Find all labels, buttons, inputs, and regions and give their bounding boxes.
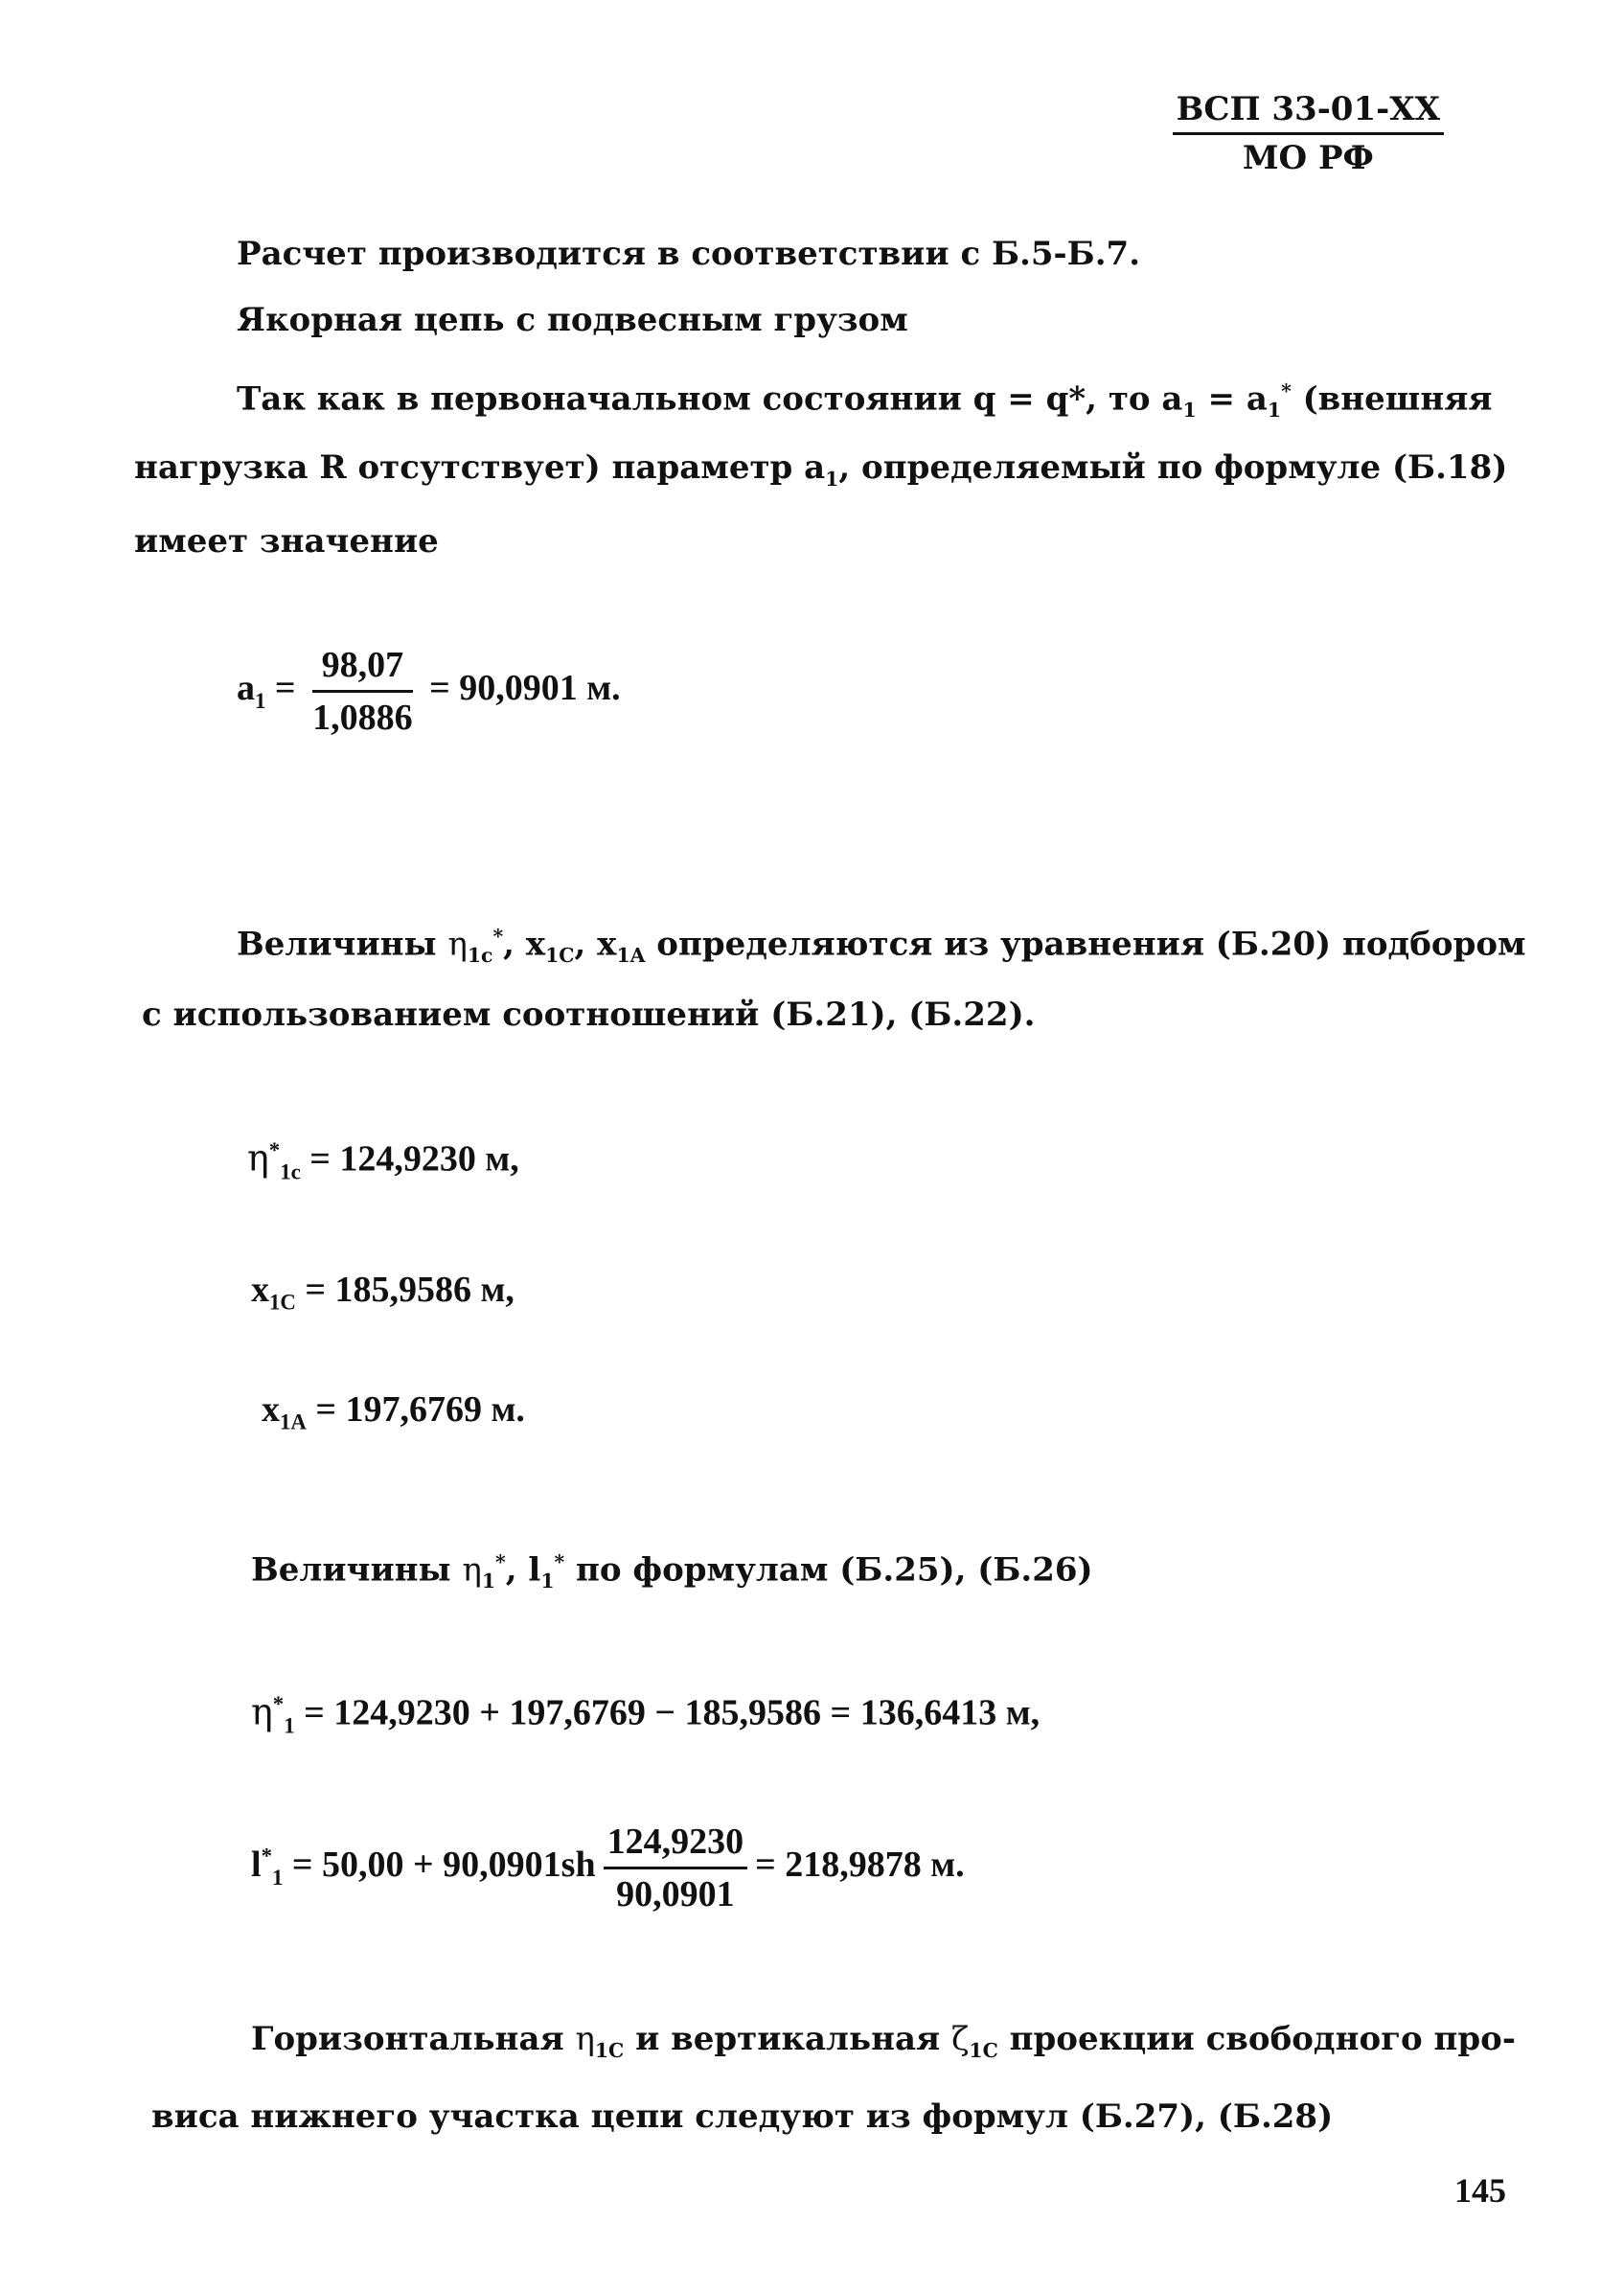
formula-x1a: $x_{1A} = 197,6769$ м. bbox=[262, 1389, 525, 1434]
formula-l1: $l^*_1 = 50,00 + 90,0901sh$ $\frac{124,9230}{90,0901}$ = 218,9878 м. bbox=[251, 1819, 965, 1917]
document-code: ВСП 33-01-ХХ bbox=[1173, 88, 1444, 135]
p3-text-a: Так как в первоначальном состоянии q = q*, то a bbox=[237, 379, 1183, 419]
document-code-block bbox=[1173, 88, 1444, 179]
p3-line2-b: , определяемый по формуле (Б.18) bbox=[838, 448, 1508, 487]
p3-text-b: = a bbox=[1196, 379, 1268, 419]
formula-x1c: $x_{1C} = 185,9586$ м, bbox=[251, 1270, 515, 1315]
paragraph-intro: Расчет производится в соответствии с Б.5-Б.7. bbox=[237, 235, 1141, 273]
formula-eta1: $\eta^*_1 = 124,9230 + 197,6769 - 185,9586 = 136,6413$ м, bbox=[251, 1690, 1041, 1738]
paragraph-values-line2: с использованием соотношений (Б.21), (Б.22). bbox=[142, 996, 1036, 1034]
formula-a1: $a_1$ = $\frac{98,07}{1,0886}$ = 90,0901 м. bbox=[237, 642, 621, 741]
paragraph-projections-line2: виса нижнего участка цепи следуют из формул (Б.27), (Б.28) bbox=[151, 2097, 1334, 2136]
paragraph-formulas-ref: Величины $\eta_1^*$, $l_1^*$ по формулам (Б.25), (Б.26) bbox=[251, 1550, 1093, 1593]
page-number: 145 bbox=[1454, 2171, 1506, 2210]
fraction-l1: $\frac{124,9230}{90,0901}$ bbox=[604, 1819, 748, 1917]
p3-line2-a: нагрузка R отсутствует) параметр a bbox=[134, 448, 826, 487]
fraction-a1: $\frac{98,07}{1,0886}$ bbox=[312, 642, 413, 741]
p3-text-c: (внешняя bbox=[1291, 379, 1493, 419]
paragraph-initial-state-line2: нагрузка R отсутствует) параметр $a_1$, определяемый по формуле (Б.18) bbox=[134, 448, 1508, 491]
paragraph-initial-state: Так как в первоначальном состоянии q = q*, то $a_1 = a_1^*$ (внешняя bbox=[237, 379, 1493, 423]
paragraph-initial-state-line3: имеет значение bbox=[134, 522, 439, 561]
paragraph-projections: Горизонтальная $\eta_{1C}$ и вертикальная $\zeta_{1C}$ проекции свободного про- bbox=[251, 2020, 1516, 2062]
section-heading: Якорная цепь с подвесным грузом bbox=[237, 301, 908, 339]
formula-eta1c: $\eta^*_{1c} = 124,9230$ м, bbox=[247, 1136, 519, 1184]
paragraph-values: Величины $\eta_{1c}^*$, $x_{1C}$, $x_{1A}$ определяются из уравнения (Б.20) подбором bbox=[237, 925, 1526, 968]
document-org: МО РФ bbox=[1242, 139, 1374, 177]
